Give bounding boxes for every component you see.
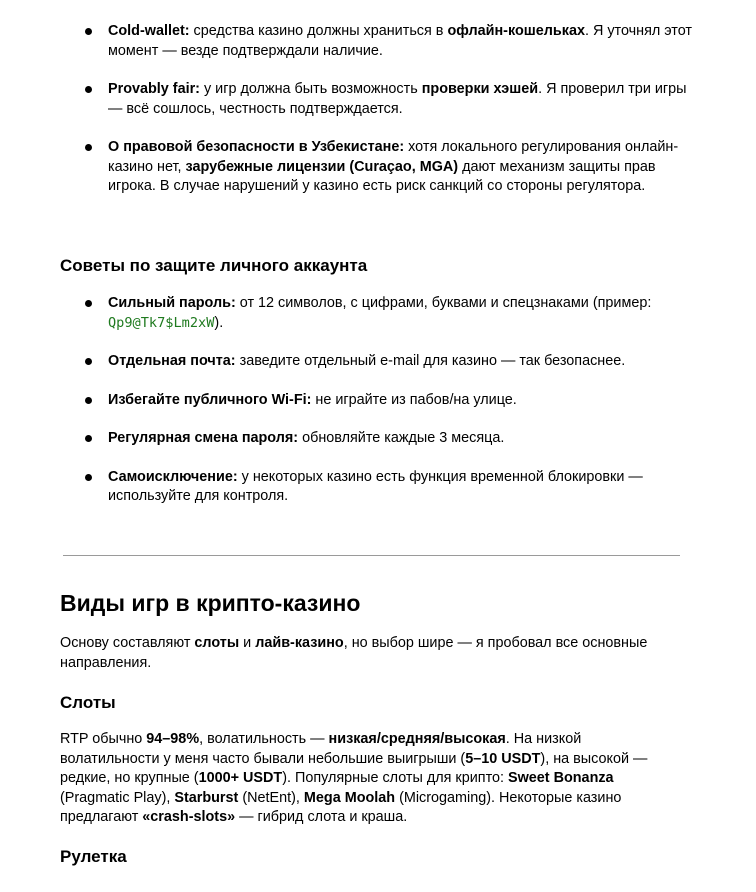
paragraph-text: — гибрид слота и краша. (235, 809, 408, 825)
account-tips-list (108, 294, 698, 526)
list-item-provably-fair (108, 80, 698, 119)
paragraph-emphasis: слоты (194, 635, 240, 651)
paragraph-emphasis: лайв-казино (255, 635, 344, 651)
paragraph-emphasis: Sweet Bonanza (508, 770, 614, 786)
list-item-text: у некоторых казино есть функция временной блокировки — используйте для контроля. (108, 468, 643, 504)
section-divider (63, 555, 680, 556)
list-item-strong-password (108, 294, 698, 333)
section-heading-account-security: Советы по защите личного аккаунта (60, 256, 368, 275)
list-item-label: Отдельная почта: (108, 353, 236, 369)
list-item-legal-safety (108, 138, 698, 197)
paragraph-text: ). Популярные слоты для крипто: (282, 770, 508, 786)
password-example: Qp9@Tk7$Lm2xW (108, 314, 215, 331)
list-item-text: не играйте из пабов/на улице. (311, 391, 517, 408)
list-item-text: . Я уточнял этот момент — везде подтверждали наличие. (108, 23, 693, 59)
section-heading-game-types: Виды игр в крипто-казино (60, 590, 361, 616)
games-intro-paragraph (60, 634, 670, 673)
list-item-label: Самоисключение: (108, 468, 238, 485)
paragraph-text: , но выбор шире — я пробовал все основные направления. (60, 635, 648, 671)
list-item-emphasis: зарубежные лицензии (Curaçao, MGA) (185, 158, 459, 175)
list-item-separate-email (108, 352, 698, 372)
list-item-label: Cold-wallet: (108, 23, 190, 39)
paragraph-emphasis: Mega Moolah (303, 789, 396, 806)
list-item-label: Provably fair: (108, 81, 200, 97)
list-item-text: от 12 символов, с цифрами, буквами и спецзнаками (пример: (235, 295, 652, 311)
list-item-label: Регулярная смена пароля: (108, 430, 299, 446)
list-item-text: . Я проверил три игры — всё сошлось, честность подтверждается. (108, 81, 687, 117)
paragraph-emphasis: 94–98% (146, 731, 200, 747)
list-item-label: Избегайте публичного Wi-Fi: (108, 391, 312, 408)
list-item-public-wifi (108, 391, 698, 411)
list-item-text: средства казино должны храниться в (189, 23, 448, 39)
security-checklist (108, 22, 698, 216)
list-item-label: Сильный пароль: (108, 295, 236, 311)
subheading-roulette: Рулетка (60, 847, 127, 866)
list-item-emphasis: проверки хэшей (421, 81, 539, 97)
paragraph-text: (NetEnt), (238, 789, 304, 806)
paragraph-text: . На низкой волатильности у меня часто бывали небольшие выигрыши ( (60, 731, 582, 767)
list-item-password-rotation (108, 429, 698, 449)
paragraph-emphasis: 1000+ USDT (198, 770, 283, 786)
list-item-text: ). (214, 314, 224, 331)
paragraph-text: Основу составляют (60, 635, 195, 651)
list-item-text: у игр должна быть возможность (199, 81, 422, 97)
paragraph-text: (Pragmatic Play), (60, 789, 175, 806)
list-item-cold-wallet (108, 22, 698, 61)
paragraph-emphasis: 5–10 USDT (465, 750, 541, 767)
paragraph-text: и (239, 635, 256, 651)
paragraph-text: (Microgaming). Некоторые казино предлагают (60, 789, 622, 825)
paragraph-emphasis: низкая/средняя/высокая (328, 731, 506, 747)
subheading-slots: Слоты (60, 693, 116, 712)
paragraph-emphasis: «crash-slots» (142, 809, 236, 825)
paragraph-text: , волатильность — (199, 731, 329, 747)
paragraph-text: ), на высокой — редкие, но крупные ( (60, 750, 648, 786)
slots-paragraph (60, 730, 670, 828)
list-item-self-exclusion (108, 468, 698, 507)
list-item-label: О правовой безопасности в Узбекистане: (108, 139, 405, 155)
list-item-emphasis: офлайн-кошельках (447, 23, 585, 39)
list-item-text: заведите отдельный e-mail для казино — так безопаснее. (235, 353, 626, 369)
list-item-text: дают механизм защиты прав игрока. В случае нарушений у казино есть риск санкций со стороны регулятора. (108, 158, 656, 194)
list-item-text: хотя локального регулирования онлайн-казино нет, (108, 139, 679, 175)
list-item-text: обновляйте каждые 3 месяца. (298, 430, 505, 446)
paragraph-text: RTP обычно (60, 731, 147, 747)
paragraph-emphasis: Starburst (174, 789, 239, 806)
